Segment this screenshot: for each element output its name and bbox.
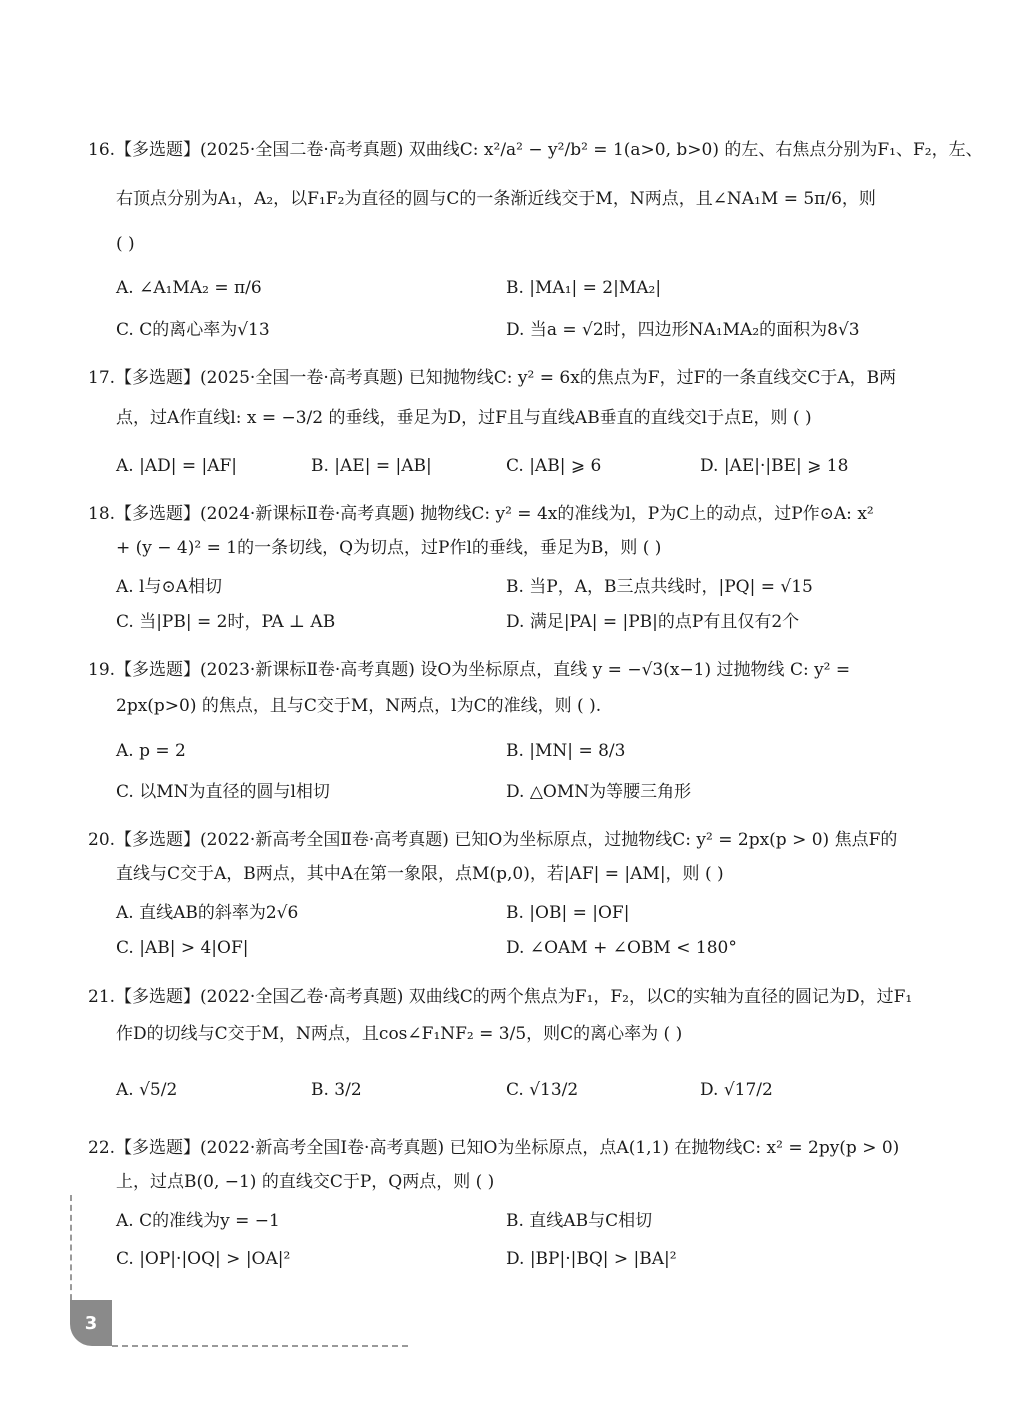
q17-option-d: D. |AE|·|BE| ⩾ 18 bbox=[700, 456, 849, 476]
page-number: 3 bbox=[84, 1312, 98, 1334]
q20-line-1: 20.【多选题】(2022·新高考全国Ⅱ卷·高考真题) 已知O为坐标原点，过抛物线C: y² = 2px(p > 0) 焦点F的 bbox=[88, 830, 898, 850]
page-number-tab bbox=[70, 1300, 112, 1346]
q22-option-c: C. |OP|·|OQ| > |OA|² bbox=[116, 1249, 291, 1269]
q21-option-d: D. √17/2 bbox=[700, 1080, 773, 1100]
q18-option-d: D. 满足|PA| = |PB|的点P有且仅有2个 bbox=[506, 612, 800, 632]
q22-line-1: 22.【多选题】(2022·新高考全国Ⅰ卷·高考真题) 已知O为坐标原点，点A(1,1) 在抛物线C: x² = 2py(p > 0) bbox=[88, 1138, 900, 1158]
q16-line-1: 16.【多选题】(2025·全国二卷·高考真题) 双曲线C: x²/a² − y²/b² = 1(a>0, b>0) 的左、右焦点分别为F₁、F₂，左、 bbox=[88, 140, 983, 160]
q17-option-c: C. |AB| ⩾ 6 bbox=[506, 456, 602, 476]
q17-option-b: B. |AE| = |AB| bbox=[311, 456, 432, 476]
q16-option-a: A. ∠A₁MA₂ = π/6 bbox=[116, 278, 262, 298]
q20-option-b: B. |OB| = |OF| bbox=[506, 903, 630, 923]
q21-line-1: 21.【多选题】(2022·全国乙卷·高考真题) 双曲线C的两个焦点为F₁，F₂，以C的实轴为直径的圆记为D，过F₁ bbox=[88, 987, 913, 1007]
q16-option-d: D. 当a = √2时，四边形NA₁MA₂的面积为8√3 bbox=[506, 320, 860, 340]
q19-option-a: A. p = 2 bbox=[116, 741, 186, 761]
q18-option-a: A. l与⊙A相切 bbox=[116, 577, 223, 597]
q16-line-2: 右顶点分别为A₁，A₂，以F₁F₂为直径的圆与C的一条渐近线交于M，N两点，且∠NA₁M = 5π/6，则 bbox=[116, 189, 876, 209]
q20-option-a: A. 直线AB的斜率为2√6 bbox=[116, 903, 299, 923]
q22-option-a: A. C的准线为y = −1 bbox=[116, 1211, 280, 1231]
q20-option-d: D. ∠OAM + ∠OBM < 180° bbox=[506, 938, 737, 958]
q18-option-b: B. 当P，A，B三点共线时，|PQ| = √15 bbox=[506, 577, 813, 597]
q17-line-1: 17.【多选题】(2025·全国一卷·高考真题) 已知抛物线C: y² = 6x的焦点为F，过F的一条直线交C于A，B两 bbox=[88, 368, 897, 388]
q20-line-2: 直线与C交于A，B两点，其中A在第一象限，点M(p,0)，若|AF| = |AM|，则 ( ) bbox=[116, 864, 724, 884]
q18-option-c: C. 当|PB| = 2时，PA ⊥ AB bbox=[116, 612, 336, 632]
q19-option-c: C. 以MN为直径的圆与l相切 bbox=[116, 782, 330, 802]
q21-option-c: C. √13/2 bbox=[506, 1080, 579, 1100]
q16-option-c: C. C的离心率为√13 bbox=[116, 320, 270, 340]
q19-line-2: 2px(p>0) 的焦点，且与C交于M，N两点，l为C的准线，则 ( ). bbox=[116, 696, 602, 716]
q17-line-2: 点，过A作直线l: x = −3/2 的垂线，垂足为D，过F且与直线AB垂直的直线交l于点E，则 ( ) bbox=[116, 408, 812, 428]
q22-option-d: D. |BP|·|BQ| > |BA|² bbox=[506, 1249, 677, 1269]
footer-dashed-horizontal bbox=[112, 1345, 408, 1347]
q19-option-b: B. |MN| = 8/3 bbox=[506, 741, 626, 761]
q17-option-a: A. |AD| = |AF| bbox=[116, 456, 238, 476]
q16-option-b: B. |MA₁| = 2|MA₂| bbox=[506, 278, 662, 298]
q18-line-2: + (y − 4)² = 1的一条切线，Q为切点，过P作l的垂线，垂足为B，则 ( ) bbox=[116, 538, 662, 558]
q21-option-a: A. √5/2 bbox=[116, 1080, 178, 1100]
footer-dashed-vertical bbox=[70, 1195, 72, 1310]
q21-line-2: 作D的切线与C交于M，N两点，且cos∠F₁NF₂ = 3/5，则C的离心率为 ( ) bbox=[116, 1024, 683, 1044]
q22-option-b: B. 直线AB与C相切 bbox=[506, 1211, 653, 1231]
q18-line-1: 18.【多选题】(2024·新课标Ⅱ卷·高考真题) 抛物线C: y² = 4x的准线为l，P为C上的动点，过P作⊙A: x² bbox=[88, 504, 874, 524]
q20-option-c: C. |AB| > 4|OF| bbox=[116, 938, 249, 958]
q21-option-b: B. 3/2 bbox=[311, 1080, 362, 1100]
q19-line-1: 19.【多选题】(2023·新课标Ⅱ卷·高考真题) 设O为坐标原点，直线 y = −√3(x−1) 过抛物线 C: y² = bbox=[88, 660, 851, 680]
q19-option-d: D. △OMN为等腰三角形 bbox=[506, 782, 692, 802]
q22-line-2: 上，过点B(0, −1) 的直线交C于P，Q两点，则 ( ) bbox=[116, 1172, 495, 1192]
q16-line-3: ( ) bbox=[116, 234, 135, 254]
